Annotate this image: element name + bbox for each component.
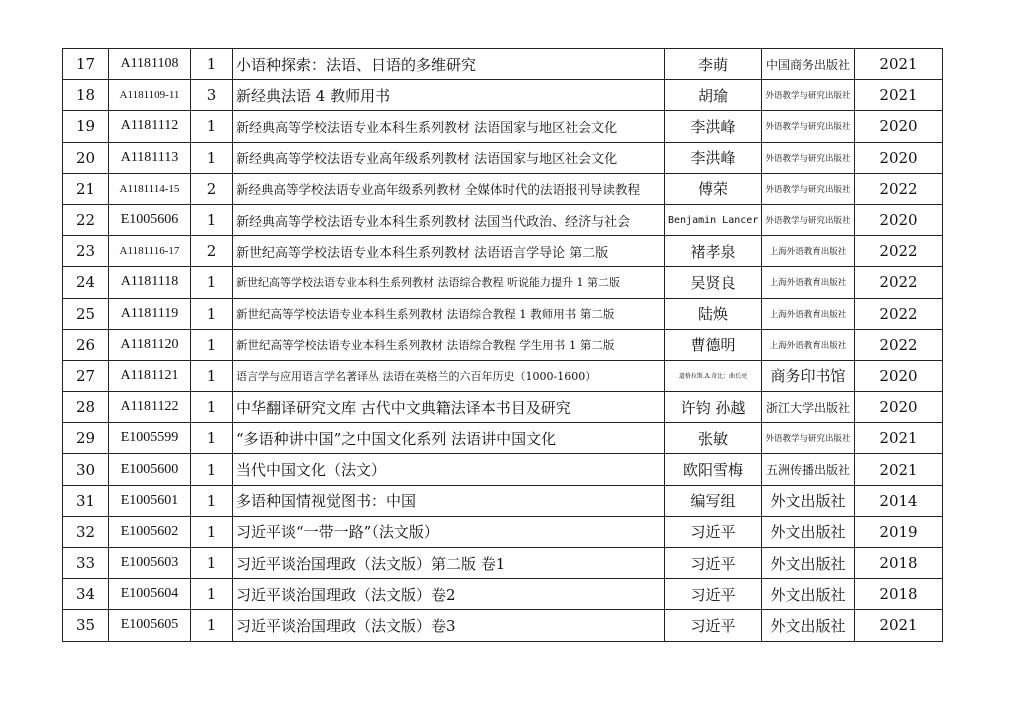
book-title: 新经典高等学校法语专业高年级系列教材 法语国家与地区社会文化 bbox=[233, 142, 665, 173]
publisher: 外语教学与研究出版社 bbox=[762, 111, 855, 142]
book-title: 习近平谈治国理政（法文版）第二版 卷1 bbox=[233, 548, 665, 579]
quantity: 1 bbox=[191, 610, 233, 641]
quantity: 1 bbox=[191, 516, 233, 547]
quantity: 1 bbox=[191, 360, 233, 391]
table-row bbox=[63, 516, 943, 547]
book-code: A1181119 bbox=[109, 298, 191, 329]
publisher: 商务印书馆 bbox=[762, 360, 855, 391]
quantity: 1 bbox=[191, 49, 233, 80]
book-title: “多语种讲中国”之中国文化系列 法语讲中国文化 bbox=[233, 423, 665, 454]
publish-year: 2020 bbox=[855, 360, 943, 391]
row-number: 27 bbox=[63, 360, 109, 391]
publish-year: 2020 bbox=[855, 392, 943, 423]
book-code: A1181114-15 bbox=[109, 173, 191, 204]
row-number: 19 bbox=[63, 111, 109, 142]
row-number: 33 bbox=[63, 548, 109, 579]
row-number: 23 bbox=[63, 236, 109, 267]
row-number: 20 bbox=[63, 142, 109, 173]
author: 陆焕 bbox=[665, 298, 762, 329]
quantity: 1 bbox=[191, 485, 233, 516]
publish-year: 2020 bbox=[855, 204, 943, 235]
publisher: 外语教学与研究出版社 bbox=[762, 173, 855, 204]
book-title: 新经典高等学校法语专业本科生系列教材 法国当代政治、经济与社会 bbox=[233, 204, 665, 235]
quantity: 2 bbox=[191, 236, 233, 267]
publish-year: 2022 bbox=[855, 173, 943, 204]
book-list-body bbox=[63, 49, 943, 642]
book-title: 新世纪高等学校法语专业本科生系列教材 法语综合教程 学生用书 1 第二版 bbox=[233, 329, 665, 360]
quantity: 2 bbox=[191, 173, 233, 204]
table-row bbox=[63, 485, 943, 516]
publisher: 外文出版社 bbox=[762, 548, 855, 579]
publish-year: 2018 bbox=[855, 548, 943, 579]
quantity: 3 bbox=[191, 80, 233, 111]
row-number: 30 bbox=[63, 454, 109, 485]
quantity: 1 bbox=[191, 423, 233, 454]
table-row bbox=[63, 204, 943, 235]
publish-year: 2022 bbox=[855, 329, 943, 360]
table-row bbox=[63, 236, 943, 267]
book-code: E1005600 bbox=[109, 454, 191, 485]
author: 习近平 bbox=[665, 610, 762, 641]
row-number: 24 bbox=[63, 267, 109, 298]
publish-year: 2014 bbox=[855, 485, 943, 516]
publisher: 外文出版社 bbox=[762, 610, 855, 641]
publish-year: 2021 bbox=[855, 49, 943, 80]
book-code: E1005599 bbox=[109, 423, 191, 454]
publish-year: 2021 bbox=[855, 454, 943, 485]
publish-year: 2022 bbox=[855, 236, 943, 267]
publisher: 中国商务出版社 bbox=[762, 49, 855, 80]
book-code: E1005606 bbox=[109, 204, 191, 235]
book-code: E1005604 bbox=[109, 579, 191, 610]
publisher: 上海外语教育出版社 bbox=[762, 298, 855, 329]
publish-year: 2019 bbox=[855, 516, 943, 547]
publisher: 上海外语教育出版社 bbox=[762, 329, 855, 360]
table-row bbox=[63, 423, 943, 454]
book-code: A1181112 bbox=[109, 111, 191, 142]
publisher: 上海外语教育出版社 bbox=[762, 267, 855, 298]
table-row bbox=[63, 329, 943, 360]
author: 习近平 bbox=[665, 516, 762, 547]
publisher: 外文出版社 bbox=[762, 579, 855, 610]
row-number: 22 bbox=[63, 204, 109, 235]
author: 褚孝泉 bbox=[665, 236, 762, 267]
quantity: 1 bbox=[191, 579, 233, 610]
row-number: 17 bbox=[63, 49, 109, 80]
table-row bbox=[63, 111, 943, 142]
book-title: 多语种国情视觉图书：中国 bbox=[233, 485, 665, 516]
quantity: 1 bbox=[191, 298, 233, 329]
book-title: 习近平谈治国理政（法文版）卷3 bbox=[233, 610, 665, 641]
publish-year: 2020 bbox=[855, 111, 943, 142]
row-number: 26 bbox=[63, 329, 109, 360]
row-number: 35 bbox=[63, 610, 109, 641]
author: 习近平 bbox=[665, 579, 762, 610]
book-title: 习近平谈“一带一路”（法文版） bbox=[233, 516, 665, 547]
row-number: 28 bbox=[63, 392, 109, 423]
publisher: 外语教学与研究出版社 bbox=[762, 80, 855, 111]
author: 习近平 bbox=[665, 548, 762, 579]
row-number: 18 bbox=[63, 80, 109, 111]
publish-year: 2020 bbox=[855, 142, 943, 173]
quantity: 1 bbox=[191, 392, 233, 423]
book-title: 新世纪高等学校法语专业本科生系列教材 法语语言学导论 第二版 bbox=[233, 236, 665, 267]
table-row bbox=[63, 454, 943, 485]
book-title: 新经典法语 4 教师用书 bbox=[233, 80, 665, 111]
quantity: 1 bbox=[191, 454, 233, 485]
author: 曹德明 bbox=[665, 329, 762, 360]
book-code: A1181121 bbox=[109, 360, 191, 391]
author: 李萌 bbox=[665, 49, 762, 80]
book-code: A1181109-11 bbox=[109, 80, 191, 111]
table-row bbox=[63, 610, 943, 641]
quantity: 1 bbox=[191, 204, 233, 235]
row-number: 32 bbox=[63, 516, 109, 547]
table-row bbox=[63, 267, 943, 298]
quantity: 1 bbox=[191, 111, 233, 142]
row-number: 29 bbox=[63, 423, 109, 454]
author: 张敏 bbox=[665, 423, 762, 454]
quantity: 1 bbox=[191, 142, 233, 173]
book-title: 中华翻译研究文库 古代中文典籍法译本书目及研究 bbox=[233, 392, 665, 423]
publisher: 上海外语教育出版社 bbox=[762, 236, 855, 267]
table-row bbox=[63, 298, 943, 329]
author: 编写组 bbox=[665, 485, 762, 516]
row-number: 31 bbox=[63, 485, 109, 516]
quantity: 1 bbox=[191, 267, 233, 298]
book-title: 语言学与应用语言学名著译丛 法语在英格兰的六百年历史（1000-1600） bbox=[233, 360, 665, 391]
table-row bbox=[63, 142, 943, 173]
author: 李洪峰 bbox=[665, 111, 762, 142]
book-title: 习近平谈治国理政（法文版）卷2 bbox=[233, 579, 665, 610]
table-row bbox=[63, 360, 943, 391]
row-number: 34 bbox=[63, 579, 109, 610]
book-code: E1005602 bbox=[109, 516, 191, 547]
publish-year: 2022 bbox=[855, 267, 943, 298]
book-code: E1005605 bbox=[109, 610, 191, 641]
publisher: 外文出版社 bbox=[762, 516, 855, 547]
author: 胡瑜 bbox=[665, 80, 762, 111]
table-row bbox=[63, 173, 943, 204]
author: Benjamin Lancer bbox=[665, 204, 762, 235]
author: 欧阳雪梅 bbox=[665, 454, 762, 485]
book-title: 新世纪高等学校法语专业本科生系列教材 法语综合教程 1 教师用书 第二版 bbox=[233, 298, 665, 329]
publish-year: 2018 bbox=[855, 579, 943, 610]
book-title: 当代中国文化（法文） bbox=[233, 454, 665, 485]
book-title: 新经典高等学校法语专业本科生系列教材 法语国家与地区社会文化 bbox=[233, 111, 665, 142]
row-number: 21 bbox=[63, 173, 109, 204]
book-title: 新世纪高等学校法语专业本科生系列教材 法语综合教程 听说能力提升 1 第二版 bbox=[233, 267, 665, 298]
row-number: 25 bbox=[63, 298, 109, 329]
book-list-table bbox=[62, 48, 943, 642]
book-code: A1181113 bbox=[109, 142, 191, 173]
publish-year: 2021 bbox=[855, 610, 943, 641]
quantity: 1 bbox=[191, 329, 233, 360]
publish-year: 2022 bbox=[855, 298, 943, 329]
table-row bbox=[63, 49, 943, 80]
publish-year: 2021 bbox=[855, 80, 943, 111]
book-code: E1005601 bbox=[109, 485, 191, 516]
book-code: A1181122 bbox=[109, 392, 191, 423]
book-title: 小语种探索：法语、日语的多维研究 bbox=[233, 49, 665, 80]
publisher: 外语教学与研究出版社 bbox=[762, 142, 855, 173]
author: 吴贤良 bbox=[665, 267, 762, 298]
publisher: 五洲传播出版社 bbox=[762, 454, 855, 485]
author: 李洪峰 bbox=[665, 142, 762, 173]
author: 道格拉斯.A.奇比；曲长亮 bbox=[665, 360, 762, 391]
book-code: A1181116-17 bbox=[109, 236, 191, 267]
table-row bbox=[63, 579, 943, 610]
table-row bbox=[63, 548, 943, 579]
publisher: 外文出版社 bbox=[762, 485, 855, 516]
author: 许钧 孙越 bbox=[665, 392, 762, 423]
book-code: A1181120 bbox=[109, 329, 191, 360]
quantity: 1 bbox=[191, 548, 233, 579]
book-code: A1181118 bbox=[109, 267, 191, 298]
publisher: 浙江大学出版社 bbox=[762, 392, 855, 423]
table-row bbox=[63, 392, 943, 423]
table-row bbox=[63, 80, 943, 111]
book-code: A1181108 bbox=[109, 49, 191, 80]
author: 傅荣 bbox=[665, 173, 762, 204]
publisher: 外语教学与研究出版社 bbox=[762, 423, 855, 454]
publish-year: 2021 bbox=[855, 423, 943, 454]
book-title: 新经典高等学校法语专业高年级系列教材 全媒体时代的法语报刊导读教程 bbox=[233, 173, 665, 204]
book-code: E1005603 bbox=[109, 548, 191, 579]
publisher: 外语教学与研究出版社 bbox=[762, 204, 855, 235]
